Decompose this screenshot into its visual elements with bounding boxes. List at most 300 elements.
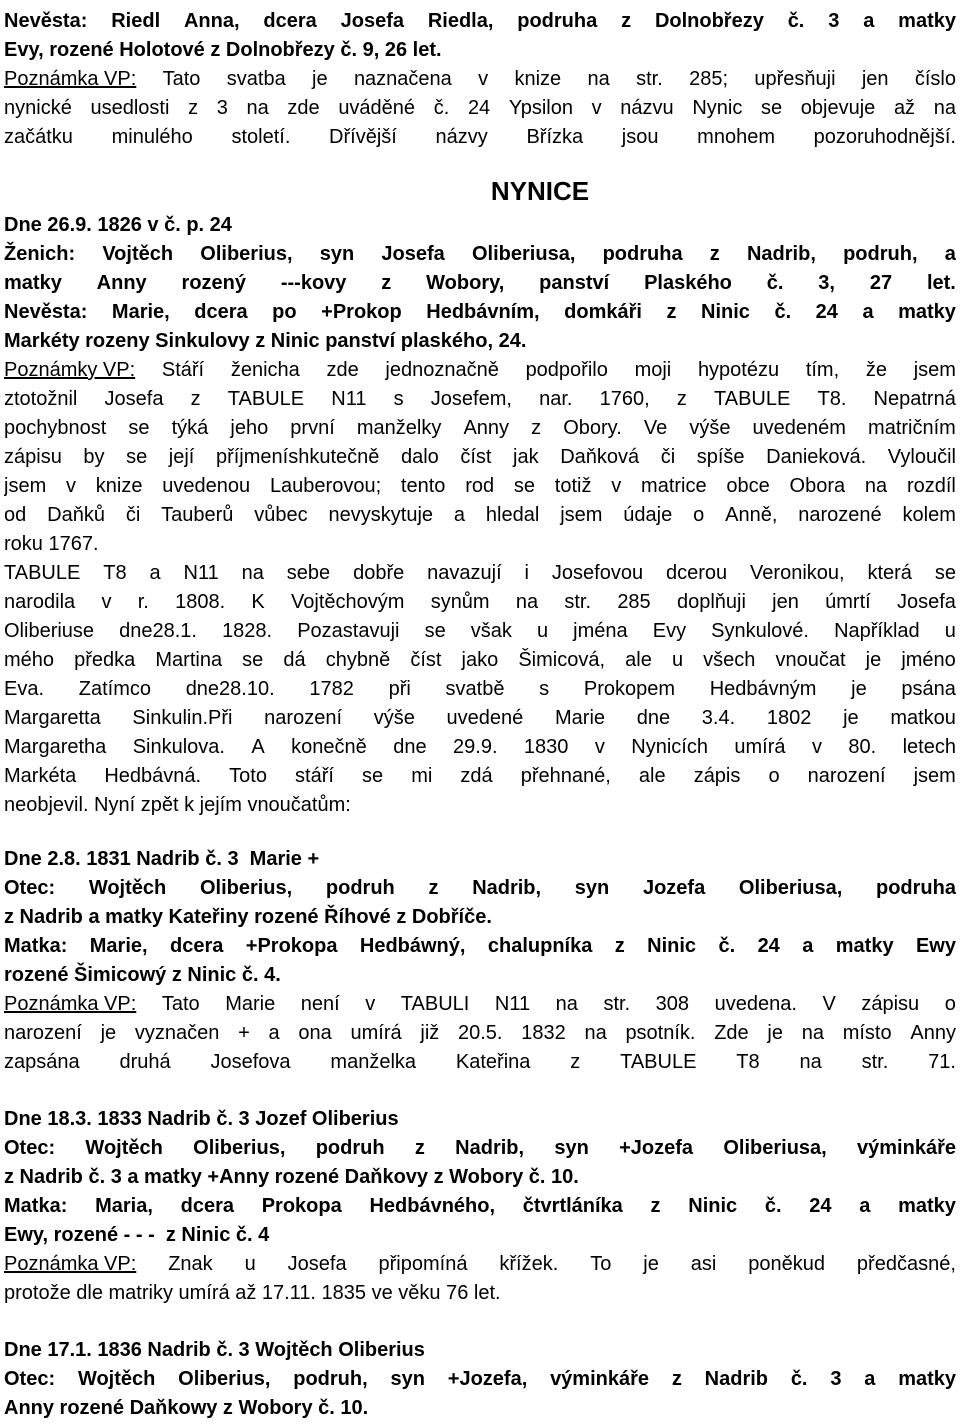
text-segment: protože dle matriky umírá až 17.11. 1835 ve věku 76 let. bbox=[4, 1282, 501, 1304]
text-word: z bbox=[570, 1051, 581, 1073]
text-word: objevuje bbox=[800, 97, 876, 119]
text-word: dcera bbox=[194, 301, 248, 323]
text-word: matky bbox=[898, 301, 956, 323]
text-word: psotník. bbox=[625, 1022, 696, 1044]
text-word: syn bbox=[319, 243, 355, 265]
text-word: moji bbox=[634, 359, 672, 381]
text-word: z bbox=[190, 388, 201, 410]
text-word: Anny bbox=[910, 1022, 956, 1044]
text-word: poněkud bbox=[748, 1253, 825, 1275]
text-word: Vojtěchovým bbox=[291, 591, 405, 613]
text-line bbox=[4, 356, 956, 385]
text-word: Hedbávného, bbox=[369, 1195, 496, 1217]
text-segment: Dne 2.8. 1831 Nadrib č. 3 Marie + bbox=[4, 848, 320, 870]
text-word: v bbox=[365, 993, 376, 1015]
text-word: se bbox=[513, 475, 535, 497]
text-word: matky bbox=[835, 935, 894, 957]
text-word: Oliberius, bbox=[199, 877, 293, 899]
text-word: sebe bbox=[286, 562, 331, 584]
text-line bbox=[4, 791, 956, 820]
text-word: na bbox=[246, 97, 269, 119]
text-line bbox=[4, 36, 956, 65]
note-label: Poznámky VP: bbox=[4, 359, 136, 381]
text-word: domkáři bbox=[564, 301, 642, 323]
text-word: Zatímco bbox=[78, 678, 151, 700]
text-word: Evy bbox=[652, 620, 687, 642]
text-word: názvu bbox=[620, 97, 674, 119]
text-word: Dřívější bbox=[329, 126, 397, 148]
text-word: 20.5. bbox=[458, 1022, 503, 1044]
text-word: 3 bbox=[216, 97, 228, 119]
text-word: její bbox=[168, 446, 195, 468]
text-word: Ypsilon bbox=[508, 97, 573, 119]
text-word: která bbox=[867, 562, 912, 584]
text-word: narodila bbox=[4, 591, 76, 613]
text-word: číst bbox=[410, 649, 442, 671]
text-word: Josefa bbox=[104, 388, 164, 410]
text-word: číslo bbox=[914, 68, 956, 90]
text-word: Martina bbox=[155, 649, 223, 671]
baptism-entry-1833 bbox=[4, 1105, 956, 1308]
text-word: Prokopem bbox=[583, 678, 676, 700]
text-word: tím, bbox=[805, 359, 840, 381]
text-word: s bbox=[539, 678, 550, 700]
text-word: čtvrtláníka bbox=[522, 1195, 623, 1217]
text-word: Otec: bbox=[4, 1137, 56, 1159]
text-word: V bbox=[822, 993, 836, 1015]
text-word: Kateřina bbox=[455, 1051, 531, 1073]
text-word: Hedbáwný, bbox=[359, 935, 466, 957]
text-word: ztotožnil bbox=[4, 388, 78, 410]
text-word: uvedena. bbox=[714, 993, 797, 1015]
text-word: +Prokop bbox=[321, 301, 402, 323]
text-word: Nadrib, bbox=[455, 1137, 525, 1159]
text-line bbox=[4, 1221, 956, 1250]
text-word: uvedeném bbox=[752, 417, 846, 439]
text-word: v bbox=[811, 736, 822, 758]
text-word: hledal bbox=[485, 504, 540, 526]
text-word: stáří bbox=[295, 765, 334, 787]
text-line bbox=[4, 845, 956, 874]
text-word: pochybnost bbox=[4, 417, 107, 439]
text-word: s bbox=[393, 388, 404, 410]
text-word: se bbox=[126, 446, 148, 468]
text-segment: neobjevil. Nyní zpět k jejím vnoučatům: bbox=[4, 794, 351, 816]
intro-block bbox=[4, 7, 956, 152]
text-word: č. bbox=[764, 1195, 782, 1217]
text-word: Matka: bbox=[4, 935, 68, 957]
text-word: asi bbox=[690, 1253, 717, 1275]
text-word: první bbox=[290, 417, 335, 439]
text-word: Wojtěch bbox=[85, 1137, 163, 1159]
text-word: Ženich: bbox=[4, 243, 76, 265]
text-line bbox=[4, 1365, 956, 1394]
text-word: u bbox=[944, 620, 956, 642]
text-word: z bbox=[428, 877, 439, 899]
text-word: jeho bbox=[230, 417, 269, 439]
text-word: údaje bbox=[623, 504, 673, 526]
text-word: 3.4. bbox=[701, 707, 736, 729]
text-word: dne28.10. bbox=[185, 678, 275, 700]
text-word: Margaretta bbox=[4, 707, 101, 729]
text-word: Stáří bbox=[161, 359, 205, 381]
text-word: Wojtěch bbox=[77, 1368, 156, 1390]
text-word: Marie bbox=[225, 993, 276, 1015]
text-segment: roku 1767. bbox=[4, 533, 99, 555]
text-word: Pozastavuji bbox=[297, 620, 400, 642]
text-word: pozoruhodnější. bbox=[813, 126, 956, 148]
text-line bbox=[4, 7, 956, 36]
text-word: navazují bbox=[427, 562, 502, 584]
text-word: Markéta bbox=[4, 765, 77, 787]
text-word: Oliberius, bbox=[178, 1368, 271, 1390]
text-word: Břízka bbox=[526, 126, 584, 148]
text-word: či bbox=[125, 504, 141, 526]
text-word: matkou bbox=[890, 707, 956, 729]
text-word: Josefova bbox=[210, 1051, 291, 1073]
text-word: tento bbox=[400, 475, 446, 497]
note-label: Poznámka VP: bbox=[4, 68, 137, 90]
text-word: ---kovy bbox=[280, 272, 347, 294]
text-word: předčasné, bbox=[856, 1253, 956, 1275]
text-word: 3 bbox=[830, 1368, 842, 1390]
text-word: úmrtí bbox=[825, 591, 871, 613]
text-word: Prokopa bbox=[261, 1195, 342, 1217]
text-word: Plaského bbox=[644, 272, 732, 294]
text-word: narození bbox=[264, 707, 343, 729]
text-word: v bbox=[611, 475, 622, 497]
text-word: Dolnobřezy bbox=[654, 10, 764, 32]
text-word: Marie, bbox=[89, 935, 148, 957]
text-word: u bbox=[536, 620, 549, 642]
text-word: názvy bbox=[435, 126, 488, 148]
text-line bbox=[4, 675, 956, 704]
document-page bbox=[4, 0, 956, 1428]
text-word: předka bbox=[74, 649, 136, 671]
wedding-entry bbox=[4, 211, 956, 820]
text-word: knize bbox=[514, 68, 562, 90]
text-word: chalupníka bbox=[487, 935, 593, 957]
text-word: Wojtěch bbox=[88, 877, 167, 899]
text-segment: Anny rozené Daňkowy z Wobory č. 10. bbox=[4, 1397, 369, 1419]
text-word: jsou bbox=[621, 126, 659, 148]
text-word: Vyloučil bbox=[887, 446, 956, 468]
text-word: manželky bbox=[356, 417, 442, 439]
text-segment: Dne 17.1. 1836 Nadrib č. 3 Wojtěch Oliberius bbox=[4, 1339, 425, 1361]
text-word: 27 bbox=[869, 272, 893, 294]
baptism-entry-1831 bbox=[4, 845, 956, 1077]
text-word: TABULE bbox=[714, 388, 791, 410]
text-line bbox=[4, 472, 956, 501]
text-line bbox=[4, 501, 956, 530]
text-word: všech bbox=[703, 649, 756, 671]
text-word: v bbox=[591, 97, 602, 119]
text-word: Anny bbox=[96, 272, 147, 294]
text-word: Oliberiusa, bbox=[738, 877, 843, 899]
text-word: 29.9. bbox=[453, 736, 498, 758]
text-word: Margaretha bbox=[4, 736, 107, 758]
text-word: na bbox=[801, 1022, 824, 1044]
text-word: uváděné bbox=[338, 97, 416, 119]
text-word: na bbox=[799, 1051, 822, 1073]
text-word: Riedla, bbox=[427, 10, 494, 32]
text-word: podruha bbox=[602, 243, 683, 265]
text-word: svatba bbox=[226, 68, 286, 90]
text-word: konečně bbox=[291, 736, 367, 758]
text-word: jsem bbox=[913, 765, 956, 787]
text-word: křížek. bbox=[499, 1253, 559, 1275]
text-word: Oliberiusa, bbox=[472, 243, 576, 265]
text-word: N11 bbox=[494, 993, 531, 1015]
text-word: zde bbox=[287, 97, 320, 119]
text-line bbox=[4, 990, 956, 1019]
text-word: Josefem, bbox=[430, 388, 512, 410]
text-line bbox=[4, 762, 956, 791]
text-word: Anně, bbox=[725, 504, 778, 526]
text-word: Marie, bbox=[111, 301, 170, 323]
text-word: je bbox=[643, 1253, 659, 1275]
text-line bbox=[4, 1250, 956, 1279]
text-word: se bbox=[424, 620, 446, 642]
text-line bbox=[4, 617, 956, 646]
text-word: TABULE bbox=[620, 1051, 697, 1073]
text-word: totiž bbox=[554, 475, 592, 497]
text-word: ona bbox=[298, 1022, 332, 1044]
text-word: T8. bbox=[817, 388, 847, 410]
text-word: uvedené bbox=[446, 707, 524, 729]
baptism-entry-1836 bbox=[4, 1336, 956, 1423]
text-word: 308 bbox=[655, 993, 690, 1015]
text-line bbox=[4, 1019, 956, 1048]
text-word: po bbox=[272, 301, 297, 323]
text-word: Obora bbox=[789, 475, 846, 497]
text-word: N11 bbox=[331, 388, 367, 410]
text-segment: Dne 18.3. 1833 Nadrib č. 3 Jozef Oliberius bbox=[4, 1108, 399, 1130]
text-word: 24 bbox=[809, 1195, 832, 1217]
text-word: 3 bbox=[828, 10, 840, 32]
text-word: až bbox=[893, 97, 916, 119]
note-label: Poznámka VP: bbox=[4, 1253, 137, 1275]
text-word: letech bbox=[902, 736, 956, 758]
text-word: Anny bbox=[463, 417, 510, 439]
text-word: Oliberiuse bbox=[4, 620, 95, 642]
text-line bbox=[4, 65, 956, 94]
text-word: z bbox=[414, 1137, 425, 1159]
text-word: Tato bbox=[161, 993, 200, 1015]
text-word: umírá bbox=[350, 1022, 402, 1044]
text-word: r. bbox=[137, 591, 149, 613]
text-word: usedlosti bbox=[90, 97, 170, 119]
text-word: Ve bbox=[643, 417, 668, 439]
text-word: Nynicích bbox=[631, 736, 708, 758]
text-word: na bbox=[584, 1022, 607, 1044]
text-word: jednoznačně bbox=[385, 359, 499, 381]
text-word: jsem bbox=[560, 504, 603, 526]
text-word: jsem bbox=[4, 475, 47, 497]
text-line bbox=[4, 240, 956, 269]
text-word: na bbox=[555, 993, 578, 1015]
text-word: Josefa bbox=[287, 1253, 347, 1275]
text-word: připomíná bbox=[378, 1253, 468, 1275]
section-heading: NYNICE bbox=[490, 176, 590, 206]
text-word: v bbox=[594, 736, 605, 758]
text-word: 24 bbox=[467, 97, 491, 119]
text-word: se bbox=[128, 417, 150, 439]
text-word: příjmeníshkutečně bbox=[215, 446, 380, 468]
text-word: a bbox=[862, 301, 874, 323]
text-line bbox=[4, 414, 956, 443]
text-line bbox=[4, 530, 956, 559]
text-segment: Markéty rozeny Sinkulovy z Ninic panství plaského, 24. bbox=[4, 330, 527, 352]
text-word: a bbox=[802, 935, 814, 957]
text-word: Nadrib, bbox=[746, 243, 816, 265]
text-word: a bbox=[859, 1195, 871, 1217]
text-word: panství bbox=[539, 272, 610, 294]
text-word: z bbox=[671, 1368, 682, 1390]
text-word: matky bbox=[898, 10, 956, 32]
text-word: jak bbox=[513, 446, 539, 468]
text-word: 1828. bbox=[222, 620, 273, 642]
text-word: se bbox=[242, 649, 264, 671]
text-word: matričním bbox=[868, 417, 956, 439]
text-word: Ninic bbox=[688, 1195, 738, 1217]
text-word: není bbox=[300, 993, 340, 1015]
text-word: místo bbox=[842, 1022, 892, 1044]
text-word: narozené bbox=[798, 504, 882, 526]
text-word: 80. bbox=[848, 736, 877, 758]
text-word: Nadrib, bbox=[472, 877, 542, 899]
text-word: je bbox=[767, 1022, 783, 1044]
text-word: upřesňuji bbox=[754, 68, 836, 90]
text-word: 24 bbox=[815, 301, 838, 323]
text-line bbox=[4, 1394, 956, 1423]
text-word: z bbox=[676, 388, 687, 410]
text-word: mnohem bbox=[697, 126, 775, 148]
text-word: podpořilo bbox=[525, 359, 608, 381]
text-word: +Jozefa bbox=[619, 1137, 694, 1159]
text-word: Josefa bbox=[896, 591, 956, 613]
text-word: rod bbox=[465, 475, 495, 497]
text-line bbox=[4, 269, 956, 298]
text-line bbox=[4, 961, 956, 990]
text-word: zapsána bbox=[4, 1051, 80, 1073]
text-word: jména bbox=[573, 620, 628, 642]
text-word: Šimicová, bbox=[518, 649, 606, 671]
text-segment: Evy, rozené Holotové z Dolnobřezy č. 9, 26 let. bbox=[4, 39, 442, 61]
text-word: mého bbox=[4, 649, 55, 671]
text-word: ale bbox=[638, 765, 666, 787]
text-word: je bbox=[865, 649, 882, 671]
text-word: a bbox=[864, 1368, 876, 1390]
text-word: dne bbox=[393, 736, 427, 758]
text-word: naznačena bbox=[353, 68, 452, 90]
text-word: zdá bbox=[460, 765, 493, 787]
text-word: matky bbox=[898, 1195, 956, 1217]
text-word: 1802 bbox=[766, 707, 812, 729]
text-word: je bbox=[851, 678, 867, 700]
text-word: Hedbávním, bbox=[426, 301, 540, 323]
text-word: výše bbox=[373, 707, 415, 729]
text-word: Sinkulova. bbox=[132, 736, 225, 758]
text-word: uvedenou bbox=[162, 475, 251, 497]
text-word: je bbox=[843, 707, 859, 729]
text-line bbox=[4, 1279, 956, 1308]
text-word: o bbox=[944, 993, 956, 1015]
text-word: Nevěsta: bbox=[4, 301, 88, 323]
text-word: číst bbox=[460, 446, 492, 468]
text-word: v bbox=[478, 68, 489, 90]
text-word: + bbox=[238, 1022, 250, 1044]
text-line bbox=[4, 1336, 956, 1365]
text-word: podruh, bbox=[293, 1368, 368, 1390]
text-segment: z Nadrib a matky Kateřiny rozené Říhové z Dobříče. bbox=[4, 906, 492, 928]
text-word: z bbox=[531, 417, 542, 439]
text-word: +Prokopa bbox=[245, 935, 338, 957]
text-word: č. bbox=[433, 97, 450, 119]
text-word: a bbox=[149, 562, 161, 584]
text-word: Eva. bbox=[4, 678, 45, 700]
text-word: str. bbox=[636, 68, 663, 90]
text-word: jako bbox=[461, 649, 499, 671]
text-word: let. bbox=[926, 272, 956, 294]
text-word: ale bbox=[625, 649, 652, 671]
text-line bbox=[4, 559, 956, 588]
text-word: 285; bbox=[689, 68, 729, 90]
text-word: podruha bbox=[517, 10, 598, 32]
text-word: století. bbox=[231, 126, 291, 148]
text-word: synům bbox=[430, 591, 490, 613]
text-line bbox=[4, 123, 956, 152]
text-word: zápisu bbox=[861, 993, 920, 1015]
text-word: obce bbox=[726, 475, 770, 497]
text-word: č. bbox=[766, 272, 784, 294]
text-line bbox=[4, 733, 956, 762]
text-word: dne bbox=[636, 707, 671, 729]
text-word: by bbox=[83, 446, 105, 468]
text-word: na bbox=[515, 591, 539, 613]
text-word: Oliberius, bbox=[200, 243, 293, 265]
text-word: v bbox=[101, 591, 112, 613]
text-word: je bbox=[312, 68, 328, 90]
text-word: nevyskytuje bbox=[328, 504, 434, 526]
text-word: Otec: bbox=[4, 877, 56, 899]
text-word: Lauberovou; bbox=[269, 475, 382, 497]
text-word: podruh bbox=[325, 877, 395, 899]
text-word: podruh bbox=[315, 1137, 385, 1159]
text-word: syn bbox=[574, 877, 610, 899]
text-word: dcera bbox=[169, 935, 224, 957]
text-word: jméno bbox=[901, 649, 956, 671]
text-word: od bbox=[4, 504, 27, 526]
text-word: a bbox=[453, 504, 466, 526]
text-word: na bbox=[864, 475, 888, 497]
text-word: dcera bbox=[180, 1195, 234, 1217]
text-segment: Dne 26.9. 1826 v č. p. 24 bbox=[4, 214, 232, 236]
text-word: Anna, bbox=[183, 10, 240, 32]
text-line bbox=[4, 646, 956, 675]
text-word: N11 bbox=[183, 562, 219, 584]
text-word: T8 bbox=[103, 562, 127, 584]
text-word: manželka bbox=[330, 1051, 417, 1073]
text-word: Synkulové. bbox=[711, 620, 809, 642]
text-word: č. bbox=[774, 301, 792, 323]
text-word: z bbox=[381, 272, 392, 294]
text-word: vůbec bbox=[254, 504, 308, 526]
text-word: z bbox=[621, 10, 632, 32]
text-line bbox=[4, 874, 956, 903]
text-word: na bbox=[587, 68, 610, 90]
text-word: Nadrib bbox=[704, 1368, 768, 1390]
